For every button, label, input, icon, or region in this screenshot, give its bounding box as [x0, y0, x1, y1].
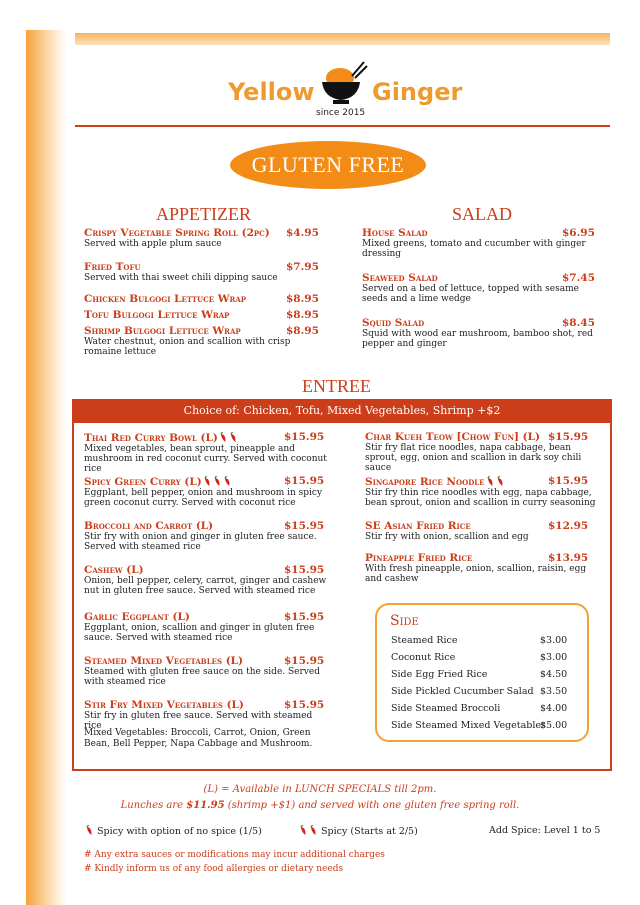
menu-item [84, 432, 330, 474]
item-name-text: Singapore Rice Noodle [365, 476, 485, 488]
side-item-price: $3.00 [540, 652, 568, 663]
side-title: Side [390, 613, 419, 629]
menu-item [365, 476, 597, 508]
side-item-price: $4.00 [540, 703, 568, 714]
chili-pepper-icon [219, 432, 228, 443]
menu-item [84, 310, 320, 321]
salad-title: SALAD [452, 204, 513, 224]
menu-item [84, 476, 330, 508]
item-name-text: Broccoli and Carrot (L) [84, 520, 214, 532]
chili-pepper-icon [299, 825, 308, 836]
entree-choice-band: Choice of: Chicken, Tofu, Mixed Vegetables, Shrimp +$2 [72, 399, 612, 423]
chili-pepper-icon [203, 476, 212, 487]
rice-bowl-icon [318, 58, 368, 108]
side-item-name: Side Pickled Cucumber Salad [391, 686, 534, 697]
item-price: $13.95 [548, 552, 589, 564]
item-price: $15.95 [284, 431, 325, 443]
item-price: $15.95 [548, 431, 589, 443]
item-desc: Stir fry in gluten free sauce. Served with steamed rice [84, 710, 313, 731]
menu-item [362, 228, 594, 259]
since-tagline: since 2015 [316, 108, 366, 118]
item-name: Tofu Bulgogi Lettuce Wrap [84, 309, 230, 321]
item-price: $8.95 [286, 325, 319, 337]
item-desc: With fresh pineapple, onion, scallion, raisin, egg and cashew [365, 563, 587, 584]
item-desc: Squid with wood ear mushroom, bamboo shot, red pepper and ginger [362, 328, 593, 349]
item-name-text: Cashew (L) [84, 564, 144, 576]
menu-item [84, 612, 330, 643]
item-desc: Eggplant, bell pepper, onion and mushroom in spicy green coconut curry. Served with coconut rice [84, 487, 323, 508]
decorative-side-bar [26, 30, 66, 905]
chili-pepper-icon [223, 476, 232, 487]
item-price: $6.95 [562, 227, 595, 239]
menu-item [362, 318, 594, 349]
side-item-price: $5.00 [540, 720, 568, 731]
item-price: $4.95 [286, 227, 319, 239]
chili-pepper-icon [486, 476, 495, 487]
item-price: $15.95 [284, 611, 325, 623]
item-name-text: Thai Red Curry Bowl (L) [84, 432, 218, 444]
side-item-price: $3.00 [540, 635, 568, 646]
lunch-price-note [0, 800, 640, 811]
chili-pepper-icon [85, 825, 94, 836]
item-name-text: Garlic Eggplant (L) [84, 611, 190, 623]
item-desc: Mixed greens, tomato and cucumber with ginger dressing [362, 238, 586, 259]
header-divider [75, 125, 610, 127]
item-price: $8.95 [286, 309, 319, 321]
side-item-name: Coconut Rice [391, 652, 456, 663]
item-desc: Eggplant, onion, scallion and ginger in gluten free sauce. Served with steamed rice [84, 622, 315, 643]
mixed-vegetables-note: Mixed Vegetables: Broccoli, Carrot, Onion, Green Bean, Bell Pepper, Napa Cabbage and Mushroom. [84, 728, 313, 749]
item-price: $15.95 [548, 475, 589, 487]
item-desc: Stir fry flat rice noodles, napa cabbage, bean sprout, egg, onion and scallion in dark soy chili sauce [365, 442, 582, 473]
item-desc: Stir fry with onion and ginger in gluten free sauce. Served with steamed rice [84, 531, 317, 552]
item-price: $15.95 [284, 564, 325, 576]
menu-item [84, 700, 330, 731]
item-price: $8.95 [286, 293, 319, 305]
item-desc: Stir fry thin rice noodles with egg, napa cabbage, bean sprout, onion and scallion in curry seasoning [365, 487, 596, 508]
item-name-text: SE Asian Fried Rice [365, 520, 471, 532]
legend-one [84, 825, 262, 837]
side-item-name: Side Steamed Broccoli [391, 703, 501, 714]
menu-item [84, 262, 320, 283]
footer-note: # Kindly inform us of any food allergies or dietary needs [84, 864, 344, 874]
item-name-text: Pineapple Fried Rice [365, 552, 473, 564]
item-name-text: Stir Fry Mixed Vegetables (L) [84, 699, 244, 711]
item-price: $15.95 [284, 699, 325, 711]
legend-add: Add Spice: Level 1 to 5 [489, 825, 601, 836]
legend-two [298, 825, 418, 837]
item-price: $15.95 [284, 520, 325, 532]
decorative-top-bar [75, 33, 610, 45]
lunch-note: (L) = Available in LUNCH SPECIALS till 2pm. [203, 784, 437, 795]
menu-item [84, 294, 320, 305]
legend-two-text: Spicy (Starts at 2/5) [321, 826, 418, 837]
menu-item [84, 521, 330, 552]
item-desc: Steamed with gluten free sauce on the side. Served with steamed rice [84, 666, 320, 687]
item-name: Squid Salad [362, 317, 425, 329]
brand-name-left: Yellow [228, 78, 315, 106]
item-desc: Stir fry with onion, scallion and egg [365, 531, 529, 542]
item-price: $7.45 [562, 272, 595, 284]
item-name-text: Char Kueh Teow [Chow Fun] (L) [365, 431, 540, 443]
entree-title: ENTREE [302, 376, 371, 396]
item-name: Crispy Vegetable Spring Roll (2pc) [84, 227, 270, 239]
menu-item [365, 432, 597, 473]
legend-one-text: Spicy with option of no spice (1/5) [97, 826, 262, 837]
item-desc: Onion, bell pepper, celery, carrot, ginger and cashew nut in gluten free sauce. Served with steamed rice [84, 575, 327, 596]
side-item-name: Side Egg Fried Rice [391, 669, 488, 680]
item-price: $15.95 [284, 475, 325, 487]
item-desc: Mixed vegetables, bean sprout, pineapple and mushroom in red coconut curry. Served with coconut rice [84, 443, 327, 474]
appetizer-title: APPETIZER [156, 204, 252, 224]
chili-pepper-icon [229, 432, 238, 443]
item-desc: Served with thai sweet chili dipping sauce [84, 272, 278, 283]
menu-item [84, 656, 330, 687]
item-name: Fried Tofu [84, 261, 141, 273]
gluten-free-banner: GLUTEN FREE [230, 141, 426, 189]
item-name: Shrimp Bulgogi Lettuce Wrap [84, 325, 241, 337]
menu-item [84, 228, 320, 249]
menu-item [84, 565, 330, 596]
side-item-name: Side Steamed Mixed Vegetables [391, 720, 546, 731]
item-name-text: Spicy Green Curry (L) [84, 476, 202, 488]
item-desc: Served on a bed of lettuce, topped with sesame seeds and a lime wedge [362, 283, 579, 304]
lunch-note-a: Lunches are [120, 800, 187, 811]
menu-item [84, 326, 320, 357]
item-price: $12.95 [548, 520, 589, 532]
chili-pepper-icon [213, 476, 222, 487]
side-item-name: Steamed Rice [391, 635, 458, 646]
item-price: $7.95 [286, 261, 319, 273]
menu-item [365, 553, 597, 584]
item-desc: Water chestnut, onion and scallion with crisp romaine lettuce [84, 336, 291, 357]
chili-pepper-icon [309, 825, 318, 836]
item-name: House Salad [362, 227, 428, 239]
lunch-note-b: (shrimp +$1) and served with one gluten free spring roll. [224, 800, 520, 811]
side-item-price: $3.50 [540, 686, 568, 697]
item-price: $15.95 [284, 655, 325, 667]
menu-item [362, 273, 594, 304]
item-desc: Served with apple plum sauce [84, 238, 222, 249]
menu-item [365, 521, 597, 542]
chili-pepper-icon [496, 476, 505, 487]
lunch-price: $11.95 [186, 800, 225, 811]
side-item-price: $4.50 [540, 669, 568, 680]
item-name: Chicken Bulgogi Lettuce Wrap [84, 293, 247, 305]
brand-name-right: Ginger [372, 78, 463, 106]
item-name-text: Steamed Mixed Vegetables (L) [84, 655, 244, 667]
side-box [375, 603, 589, 742]
footer-note: # Any extra sauces or modifications may incur additional charges [84, 850, 385, 860]
item-name: Seaweed Salad [362, 272, 438, 284]
item-price: $8.45 [562, 317, 595, 329]
brand-logo [228, 58, 468, 118]
